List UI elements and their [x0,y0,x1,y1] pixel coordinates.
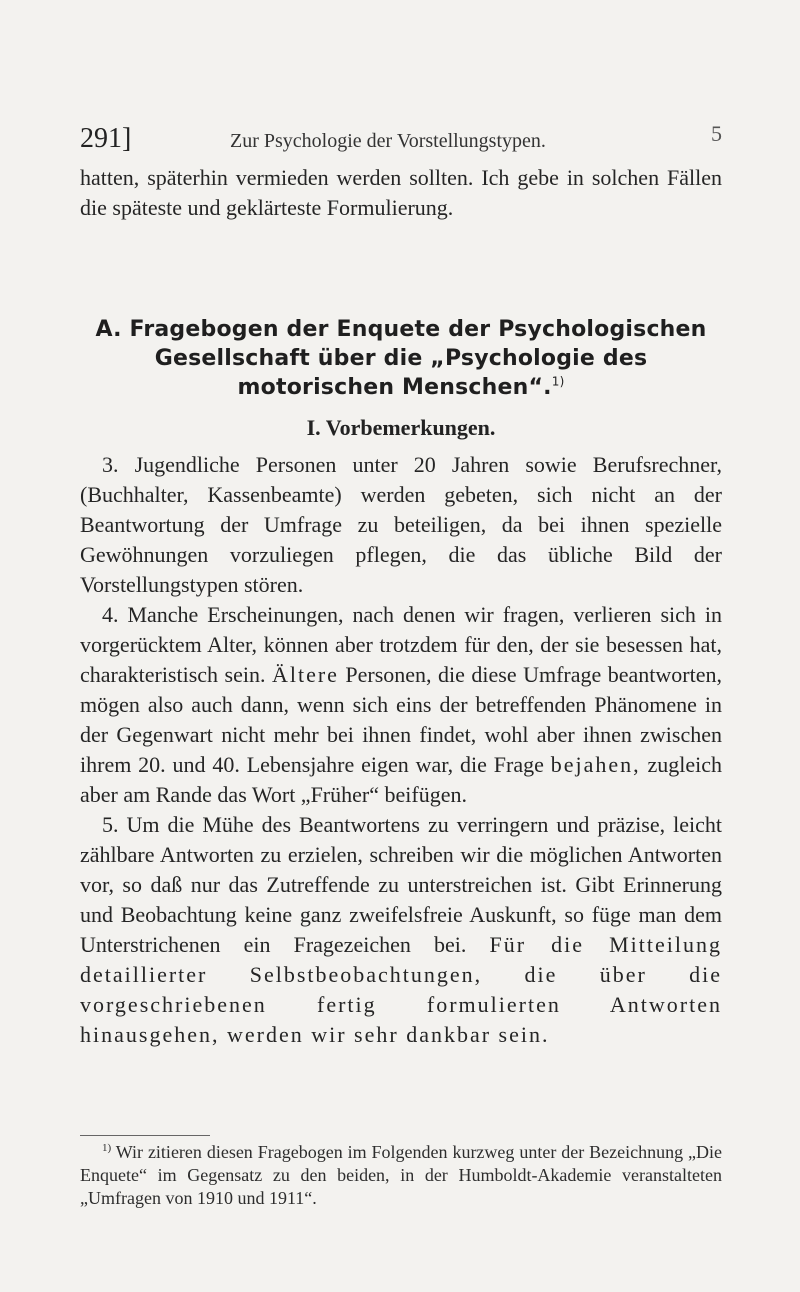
footnote-reference: 1) [551,374,565,389]
footnote-marker: 1) [102,1142,112,1154]
folio-number: 5 [711,121,722,146]
paragraph-4 [80,600,722,810]
paragraph-4-part2: Personen, die diese Umfrage beantworten, mögen also auch dann, wenn sich eins der betreffenden Phänomene in der Gegenwart nicht mehr bei ihnen findet, wohl aber ihnen zwischen ihrem 20. und 40. Lebensjahre eigen war, die Frage [80,662,722,777]
paragraphs [80,450,722,1050]
paragraph-4-part3: zugleich aber am Rande das Wort „Früher“ beifügen. [80,752,723,807]
running-head [80,122,722,162]
emphasis-mitteilung: Für die Mitteilung detaillierter Selbstbeobachtungen, die über die vorgeschriebenen fertig formulierten Antworten hinausgehen, werden wir sehr dankbar sein. [80,932,722,1047]
running-title: Zur Psychologie der Vorstellungstypen. [230,130,546,152]
paragraph-4-part1: 4. Manche Erscheinungen, nach denen wir fragen, verlieren sich in vorgerücktem Alter, können aber trotzdem für den, der sie besessen hat, charakteristisch sein. [80,602,722,687]
footnote-text: Wir zitieren diesen Fragebogen im Folgenden kurzweg unter der Bezeichnung „Die Enquete“ im Gegensatz zu den beiden, in der Humboldt-Akademie veranstalteten „Umfragen von 1910 und 1911“. [80,1142,722,1208]
footnote [80,1141,722,1210]
subheading: I. Vorbemerkungen. [306,415,496,440]
intro-paragraph: hatten, späterhin vermieden werden sollten. Ich gebe in solchen Fällen die späteste und geklärteste Formulierung. [80,165,722,220]
paragraph-5-part1: 5. Um die Mühe des Beantwortens zu verringern und präzise, leicht zählbare Antworten zu erzielen, schreiben wir die möglichen Antworten vor, so daß nur das Zutreffende zu unterstreichen ist. Gibt Erinnerung und Beobachtung keine ganz zweifelsfreie Auskunft, so füge man dem Unterstrichenen ein Fragezeichen bei. [80,812,722,957]
section-heading-text: A. Fragebogen der Enquete der Psychologischen Gesellschaft über die „Psychologie des motorischen Menschen“. [95,317,707,400]
section-heading [80,315,722,402]
emphasis-bejahen: bejahen, [550,752,641,777]
paragraph-5 [80,810,722,1050]
footnote-divider [80,1135,210,1136]
page-number: 291] [80,123,132,154]
paragraph-3: 3. Jugendliche Personen unter 20 Jahren sowie Berufsrechner, (Buchhalter, Kassenbeamte) werden gebeten, sich nicht an der Beantwortung der Umfrage zu beteiligen, da bei ihnen spezielle Gewöhnungen vorzuliegen pflegen, die das übliche Bild der Vorstellungstypen stören. [80,452,722,597]
emphasis-aeltere: Ältere [271,662,339,687]
